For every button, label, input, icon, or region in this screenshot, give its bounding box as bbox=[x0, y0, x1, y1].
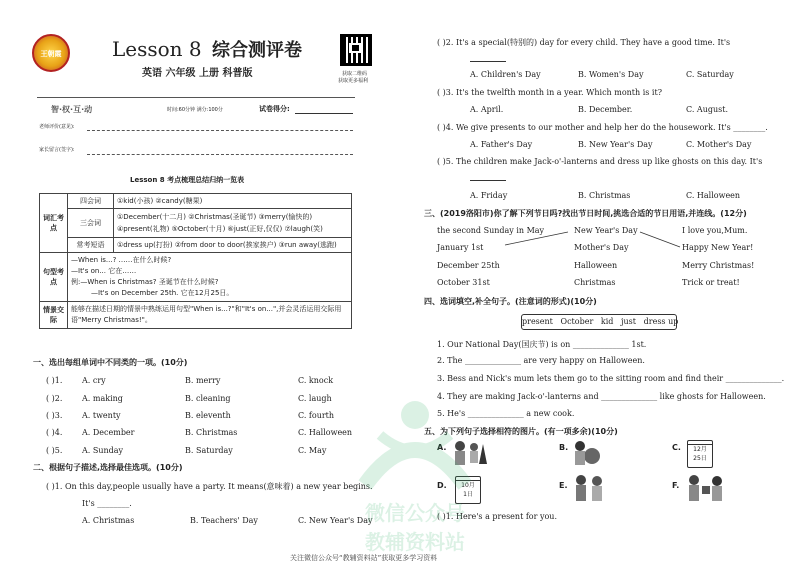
person-head-icon bbox=[575, 441, 585, 451]
section2-title: 二、根据句子描述,选择最佳选项。(10分) bbox=[33, 463, 183, 472]
s1-option-a[interactable]: A. December bbox=[82, 428, 135, 437]
match-item-col1[interactable]: December 25th bbox=[437, 261, 500, 270]
s2-q4-opt-c[interactable]: C. Mother's Day bbox=[686, 140, 752, 149]
section4-title: 四、选词填空,补全句子。(注意词的形式)(10分) bbox=[424, 297, 597, 306]
sentence-line: —It's on December 25th. 它在12月25日。 bbox=[91, 289, 234, 297]
s1-option-c[interactable]: C. knock bbox=[298, 376, 334, 385]
s1-option-b[interactable]: B. eleventh bbox=[185, 411, 231, 420]
match-item-col3[interactable]: Happy New Year! bbox=[682, 243, 754, 252]
section5-title: 五、为下列句子选择相符的图片。(有一项多余)(10分) bbox=[424, 427, 618, 436]
scene-text: 能够在描述日期的情景中熟练运用句型"When is...?"和"It's on...",并会灵活运用交际用语"Merry Christmas!"。 bbox=[68, 302, 352, 329]
s2-q4-opt-a[interactable]: A. Father's Day bbox=[470, 140, 533, 149]
calendar-month: 10月 bbox=[461, 482, 475, 489]
s1-question-number: ( )1. bbox=[46, 376, 63, 385]
match-item-col2[interactable]: Christmas bbox=[574, 278, 616, 287]
match-item-col2[interactable]: Mother's Day bbox=[574, 243, 629, 252]
s5-q1: ( )1. Here's a present for you. bbox=[437, 512, 557, 521]
match-item-col3[interactable]: Trick or treat! bbox=[682, 278, 740, 287]
row-content: ①kid(小孩) ②candy(糖果) bbox=[114, 194, 352, 209]
s2-q3-opt-b[interactable]: B. December. bbox=[578, 105, 633, 114]
section1-title: 一、选出每组单词中不同类的一项。(10分) bbox=[33, 358, 188, 367]
calendar-icon bbox=[687, 440, 713, 468]
row-sub: 四会词 bbox=[68, 194, 114, 209]
row-content: ①dress up(打扮) ②from door to door(挨家挨户) ③run away(逃跑) bbox=[114, 238, 352, 253]
fill-blank-sentence[interactable]: 5. He's ______________ a new cook. bbox=[437, 409, 575, 418]
pic-f-giving-present bbox=[686, 472, 726, 504]
qr-caption2: 获取更多福利 bbox=[338, 78, 369, 84]
s1-option-a[interactable]: A. cry bbox=[82, 376, 106, 385]
calendar-day: 1日 bbox=[463, 491, 473, 498]
s2-q5-opt-c[interactable]: C. Halloween bbox=[686, 191, 741, 200]
gift-icon bbox=[702, 486, 710, 494]
s2-q2-opt-c[interactable]: C. Saturday bbox=[686, 70, 734, 79]
watermark-text2: 教辅资料站 bbox=[365, 530, 465, 554]
pic-label-e: E. bbox=[559, 481, 568, 490]
time-info: 时间:60分钟 满分:100分 bbox=[167, 107, 223, 113]
s2-q2-opt-b[interactable]: B. Women's Day bbox=[578, 70, 644, 79]
pic-label-f: F. bbox=[672, 481, 680, 490]
s2-q3-line1: ( )3. It's the twelfth month in a year. Which month is it? bbox=[437, 88, 662, 97]
sentence-line: —It's on... 它在…… bbox=[71, 267, 137, 275]
s1-option-c[interactable]: C. Halloween bbox=[298, 428, 353, 437]
watermark-logo-icon bbox=[335, 375, 495, 495]
pic-e-costume-kids bbox=[572, 472, 608, 504]
match-item-col2[interactable]: New Year's Day bbox=[574, 226, 638, 235]
s2-q1-line2: It's ________. bbox=[82, 499, 132, 508]
s2-q5-line1: ( )5. The children make Jack-o'-lanterns and dress up like ghosts on this day. It's bbox=[437, 157, 763, 166]
s2-q1-opt-c[interactable]: C. New Year's Day bbox=[298, 516, 373, 525]
s2-q4-line1: ( )4. We give presents to our mother and help her do the housework. It's ________. bbox=[437, 123, 768, 132]
match-line bbox=[505, 232, 568, 245]
fill-blank-sentence[interactable]: 2. The ______________ are very happy on Halloween. bbox=[437, 356, 645, 365]
match-item-col1[interactable]: the second Sunday in May bbox=[437, 226, 545, 235]
row-sub: 三会词 bbox=[68, 209, 114, 238]
pic-label-c: C. bbox=[672, 443, 681, 452]
fill-blank-sentence[interactable]: 1. Our National Day(国庆节) is on ______________ 1st. bbox=[437, 340, 647, 349]
pic-label-b: B. bbox=[559, 443, 569, 452]
s2-q2-opt-a[interactable]: A. Children's Day bbox=[470, 70, 541, 79]
watermark-text1: 微信公众号 bbox=[365, 501, 465, 525]
s1-option-a[interactable]: A. twenty bbox=[82, 411, 121, 420]
s1-question-number: ( )4. bbox=[46, 428, 63, 437]
banner: 智·权·互·动 bbox=[51, 105, 93, 114]
match-item-col1[interactable]: October 31st bbox=[437, 278, 490, 287]
fill-blank-sentence[interactable]: 4. They are making Jack-o'-lanterns and ______________ like ghosts for Halloween. bbox=[437, 392, 766, 401]
s2-q1-line1: ( )1. On this day,people usually have a party. It means(意味着) a new year begins. bbox=[46, 482, 373, 491]
s1-question-number: ( )3. bbox=[46, 411, 63, 420]
match-line bbox=[640, 232, 680, 247]
scene-head: 情景交际 bbox=[40, 302, 68, 329]
s1-option-b[interactable]: B. Saturday bbox=[185, 446, 233, 455]
footer: 关注微信公众号“教辅资料站”获取更多学习资料 bbox=[290, 554, 438, 562]
qr-caption1: 获取二维码 bbox=[342, 71, 368, 77]
sentence-line: 例:—When is Christmas? 圣诞节在什么时候? bbox=[71, 278, 219, 286]
pic-label-a: A. bbox=[437, 443, 447, 452]
person-head-icon bbox=[576, 475, 586, 485]
person-head-icon bbox=[689, 475, 699, 485]
score-label: 试卷得分: bbox=[259, 105, 290, 113]
s1-option-b[interactable]: B. Christmas bbox=[185, 428, 238, 437]
section3-title: 三、(2019洛阳市)你了解下列节日吗?找出节日时间,挑选合适的节日用语,并连线。(12分) bbox=[424, 209, 747, 218]
row-sub: 常考短语 bbox=[68, 238, 114, 253]
s1-option-b[interactable]: B. merry bbox=[185, 376, 221, 385]
parent-label: 家长留言(签字): bbox=[39, 147, 75, 153]
s2-q1-opt-b[interactable]: B. Teachers' Day bbox=[190, 516, 258, 525]
s1-option-c[interactable]: C. fourth bbox=[298, 411, 335, 420]
title-en: Lesson 8 bbox=[112, 37, 202, 61]
logo-text: 王朝霞 bbox=[40, 50, 62, 58]
person-head-icon bbox=[592, 476, 602, 486]
title-cn: 综合测评卷 bbox=[212, 40, 303, 61]
calendar-month: 12月 bbox=[693, 446, 707, 453]
vocab-head: 词汇考点 bbox=[40, 194, 68, 253]
s2-q2-line1: ( )2. It's a special(特别的) day for every child. They have a good time. It's bbox=[437, 38, 731, 47]
match-item-col1[interactable]: January 1st bbox=[437, 243, 484, 252]
pumpkin-icon bbox=[584, 448, 600, 464]
s2-q5-opt-a[interactable]: A. Friday bbox=[470, 191, 508, 200]
summary-title: Lesson 8 考点梳理总结归纳一览表 bbox=[130, 176, 245, 184]
teacher-label: 老师评价(意见): bbox=[39, 124, 75, 130]
watermark bbox=[335, 375, 495, 555]
s1-option-b[interactable]: B. cleaning bbox=[185, 394, 231, 403]
s2-q5-opt-b[interactable]: B. Christmas bbox=[578, 191, 631, 200]
person-head-icon bbox=[712, 476, 722, 486]
row-content: ①December(十二月) ②Christmas(圣诞节) ③merry(愉快的) ④present(礼物) ⑤October(十月) ⑥just(正好,仅仅) ⑦laugh(笑) bbox=[114, 209, 352, 238]
fill-blank-sentence[interactable]: 3. Bess and Nick's mum lets them go to the sitting room and find their ______________. bbox=[437, 374, 785, 383]
subtitle: 英语 六年级 上册 科普版 bbox=[142, 68, 253, 79]
sentence-line: —When is...? ……在什么时候? bbox=[71, 256, 172, 264]
match-item-col2[interactable]: Halloween bbox=[574, 261, 618, 270]
sentence-head: 句型考点 bbox=[40, 253, 68, 302]
pic-label-d: D. bbox=[437, 481, 447, 490]
s2-q1-opt-a[interactable]: A. Christmas bbox=[82, 516, 135, 525]
s1-option-a[interactable]: A. Sunday bbox=[82, 446, 124, 455]
match-item-col3[interactable]: I love you,Mum. bbox=[682, 226, 748, 235]
s1-question-number: ( )5. bbox=[46, 446, 63, 455]
s1-option-c[interactable]: C. May bbox=[298, 446, 327, 455]
word-box: present October kid just dress up bbox=[521, 314, 677, 330]
s2-q4-opt-b[interactable]: B. New Year's Day bbox=[578, 140, 653, 149]
pic-b-halloween bbox=[570, 436, 604, 468]
match-item-col3[interactable]: Merry Christmas! bbox=[682, 261, 755, 270]
s1-question-number: ( )2. bbox=[46, 394, 63, 403]
calendar-day: 25日 bbox=[693, 455, 707, 462]
s2-q3-opt-a[interactable]: A. April. bbox=[470, 105, 504, 114]
s1-option-c[interactable]: C. laugh bbox=[298, 394, 332, 403]
s2-q3-opt-c[interactable]: C. August. bbox=[686, 105, 728, 114]
s1-option-a[interactable]: A. making bbox=[82, 394, 123, 403]
